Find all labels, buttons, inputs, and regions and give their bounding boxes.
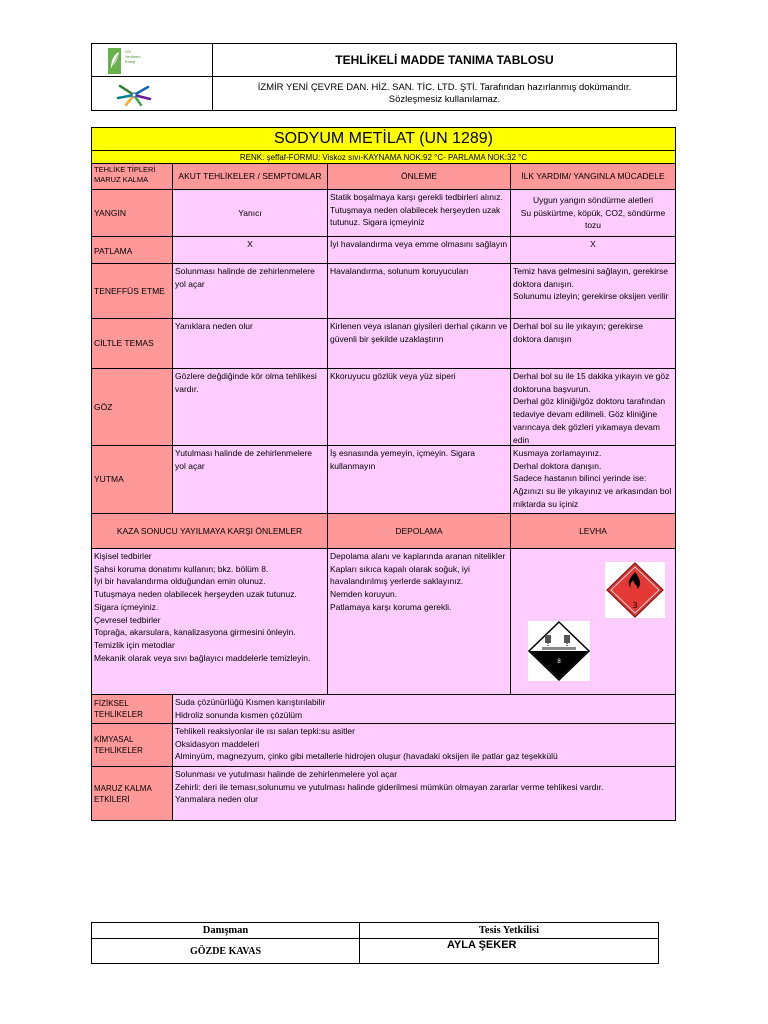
physical-hazards-text: Suda çözünürlüğü Kısmen karıştırılabilir Hidroliz sonunda kısmen çözülüm <box>172 694 676 724</box>
hazard-signs-panel <box>510 548 676 695</box>
row-label-inhalation: TENEFFÜS ETME <box>91 263 173 319</box>
consultant-name: GÖZDE KAVAS <box>189 945 262 957</box>
fire-acute: Yanıcı <box>172 189 328 237</box>
inhalation-first-aid: Temiz hava gelmesini sağlayın, gerekirse doktora danışın. Solunumu izleyin; gerekirse oksijen verilir <box>510 263 676 319</box>
ingestion-prevention: İş esnasında yemeyin, içmeyin. Sigara kullanmayın <box>327 445 511 514</box>
logo-divider <box>91 76 213 77</box>
header-storage: DEPOLAMA <box>327 513 511 549</box>
document-disclaimer: İZMİR YENİ ÇEVRE DAN. HİZ. SAN. TİC. LTD. ŞTİ. Tarafından hazırlanmış dokümandır. Sözleşmesiz kullanılamaz. <box>212 76 677 111</box>
spill-measures-text: Kişisel tedbirler Şahsi koruma donatımı kullanın; bkz. bölüm 8. İyi bir havalandırma olduğundan emin olunuz. Tutuşmaya neden olabilecek herşeyden uzak tutunuz. Sigara içmeyiniz. Çevresel tedbirler Toprağa, akarsulara, kanalizasyona girmesini önleyin. Temizlik için metodlar Mekanik olarak veya sıvı bağlayıcı maddelerle temizleyin. <box>91 548 328 695</box>
header-spill-measures: KAZA SONUCU YAYILMAYA KARŞI ÖNLEMLER <box>91 513 328 549</box>
logo-panel <box>91 43 213 111</box>
row-label-eye: GÖZ <box>91 368 173 446</box>
inhalation-prevention: Havalandırma, solunum koruyucuları <box>327 263 511 319</box>
ingestion-acute: Yutulması halinde de zehirlenmelere yol açar <box>172 445 328 514</box>
flammable-placard-icon <box>605 562 665 618</box>
consultancy-logo-icon <box>114 84 154 106</box>
label-physical-hazards: FİZİKSEL TEHLİKELER <box>91 694 173 724</box>
row-label-explosion: PATLAMA <box>91 236 173 264</box>
signature-table <box>91 922 659 964</box>
label-chemical-hazards: KİMYASAL TEHLİKELER <box>91 723 173 767</box>
eye-first-aid: Derhal bol su ile 15 dakika yıkayın ve göz doktoruna başvurun. Derhal göz kliniği/göz doktoru tarafından tedaviye devam edilmeli. Göz kliniğine varıncaya dek gözleri yıkamaya devam edin <box>510 368 676 446</box>
col-header-types: TEHLİKE TİPLERİ MARUZ KALMA <box>91 163 173 190</box>
explosion-acute: X <box>172 236 328 264</box>
explosion-prevention: İyi havalandırma veya emme olmasını sağlayın <box>327 236 511 264</box>
skin-prevention: Kirlenen veya ıslanan giysileri derhal çıkarın ve güvenli bir şekilde uzaklaştırın <box>327 318 511 369</box>
col-header-prevention: ÖNLEME <box>327 163 511 190</box>
col-header-acute: AKUT TEHLİKELER / SEMPTOMLAR <box>172 163 328 190</box>
facility-authority-title: Tesis Yetkilisi <box>478 925 540 936</box>
corrosive-class-label: 8 <box>557 659 561 665</box>
fire-first-aid: Uygun yangın söndürme aletleri Su püskürtme, köpük, CO2, söndürme tozu <box>510 189 676 237</box>
skin-first-aid: Derhal bol su ile yıkayın; gerekirse doktora danışın <box>510 318 676 369</box>
row-label-skin-contact: CİLTLE TEMAS <box>91 318 173 369</box>
eye-acute: Gözlere değdiğinde kör olma tehlikesi vardır. <box>172 368 328 446</box>
col-header-first-aid: İLK YARDIM/ YANGINLA MÜCADELE <box>510 163 676 190</box>
row-label-fire: YANGIN <box>91 189 173 237</box>
inhalation-acute: Solunması halinde de zehirlenmelere yol açar <box>172 263 328 319</box>
svg-text:3: 3 <box>632 601 638 610</box>
facility-authority-name: AYLA ŞEKER <box>447 939 517 951</box>
eye-prevention: Kkoruyucu gözlük veya yüz siperi <box>327 368 511 446</box>
header-sign: LEVHA <box>510 513 676 549</box>
skin-acute: Yanıklara neden olur <box>172 318 328 369</box>
substance-name: SODYUM METİLAT (UN 1289) <box>91 127 676 151</box>
row-label-ingestion: YUTMA <box>91 445 173 514</box>
consultant-title: Danışman <box>202 925 249 936</box>
corrosive-placard-icon <box>528 621 590 681</box>
storage-text: Depolama alanı ve kaplarında aranan nitelikler Kapları sıkıca kapalı olarak soğuk, iyi havalandırılmış yerlerde saklayınız. Nemden koruyun. Patlamaya karşı koruma gerekli. <box>327 548 511 695</box>
label-exposure-effects: MARUZ KALMA ETKİLERİ <box>91 766 173 821</box>
document-title: TEHLİKELİ MADDE TANIMA TABLOSU <box>212 43 677 77</box>
substance-properties: RENK: şeffaf-FORMU: Viskoz sıvı-KAYNAMA NOK:92 °C- PARLAMA NOK:32 °C <box>91 150 676 164</box>
company-logo-text: OS Yenimed Enerji <box>125 49 141 64</box>
explosion-first-aid: X <box>510 236 676 264</box>
fire-prevention: Statik boşalmaya karşı gerekli tedbirleri alınız. Tutuşmaya neden olabilecek herşeyden uzak tutunuz. Sigara içmeyiniz <box>327 189 511 237</box>
exposure-effects-text: Solunması ve yutulması halinde de zehirlenmelere yol açar Zehirli: deri ile teması,solunumu ve yutulması halinde giderilmesi mümkün olmayan zararlar verme tehlikesi vardır. Yanmalara neden olur <box>172 766 676 821</box>
chemical-hazards-text: Tehlikeli reaksiyonlar ile ısı salan tepki:su asitler Oksidasyon maddeleri Alminyüm, magnezyum, çinko gibi metallerle hidrojen oluşur (havadaki oksijen ile patlar gaz teşekkülü <box>172 723 676 767</box>
ingestion-first-aid: Kusmaya zorlamayınız. Derhal doktora danışın. Sadece hastanın bilinci yerinde ise: Ağzınızı su ile yıkayınız ve arkasından bol miktarda su içiniz <box>510 445 676 514</box>
